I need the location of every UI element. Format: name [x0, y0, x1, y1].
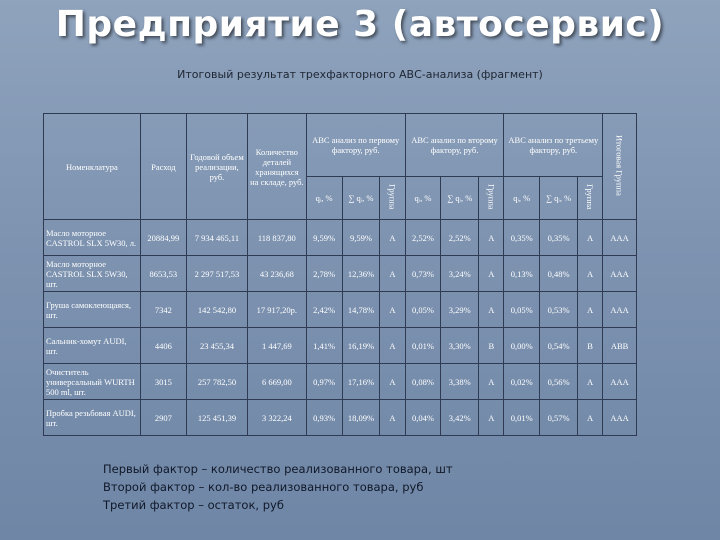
cell-f2-group: A — [479, 400, 504, 436]
cell-name: Масло моторное CASTROL SLX 5W30, л. — [44, 220, 141, 256]
table-row — [44, 256, 637, 292]
factor3-header: АВС анализ по третьему фактору, руб. — [504, 114, 603, 177]
table-body — [44, 220, 637, 436]
cell-final-group: AAA — [603, 400, 637, 436]
factor-notes — [103, 460, 453, 514]
cell-f3-sum: 0,53% — [540, 292, 578, 328]
cell-expense: 7342 — [140, 292, 186, 328]
cell-f1-q: 0,93% — [306, 400, 342, 436]
factor1-header: АВС анализ по первому фактору, руб. — [306, 114, 405, 177]
table-row — [44, 328, 637, 364]
slide-title: Предприятие 3 (автосервис) — [55, 4, 665, 45]
cell-f2-q: 2,52% — [405, 220, 441, 256]
cell-expense: 2907 — [140, 400, 186, 436]
cell-f2-group: A — [479, 220, 504, 256]
cell-f2-sum: 3,30% — [441, 328, 479, 364]
cell-f1-group: A — [380, 400, 405, 436]
cell-name: Сальник-хомут AUDI, шт. — [44, 328, 141, 364]
cell-f3-sum: 0,57% — [540, 400, 578, 436]
cell-f1-group: A — [380, 292, 405, 328]
note-line: Второй фактор – кол-во реализованного товара, руб — [103, 480, 424, 494]
f2-group-header — [479, 177, 504, 220]
cell-f1-q: 1,41% — [306, 328, 342, 364]
f3-group-header — [578, 177, 603, 220]
cell-f3-q: 0,35% — [504, 220, 540, 256]
cell-f2-q: 0,05% — [405, 292, 441, 328]
cell-stock: 3 322,24 — [247, 400, 306, 436]
final-group-label: Итоговая Группа — [614, 135, 625, 196]
cell-f1-sum: 14,78% — [342, 292, 380, 328]
cell-stock: 17 917,20р. — [247, 292, 306, 328]
cell-final-group: AAA — [603, 292, 637, 328]
cell-f3-sum: 0,48% — [540, 256, 578, 292]
cell-f2-sum: 3,38% — [441, 364, 479, 400]
cell-f3-sum: 0,56% — [540, 364, 578, 400]
cell-f3-group: B — [578, 328, 603, 364]
cell-f2-sum: 3,24% — [441, 256, 479, 292]
cell-name: Пробка резьбовая AUDI, шт. — [44, 400, 141, 436]
cell-f3-group: A — [578, 292, 603, 328]
cell-stock: 118 837,80 — [247, 220, 306, 256]
cell-f2-sum: 3,42% — [441, 400, 479, 436]
cell-f1-q: 9,59% — [306, 220, 342, 256]
cell-f2-sum: 2,52% — [441, 220, 479, 256]
cell-f2-q: 0,08% — [405, 364, 441, 400]
cell-volume: 2 297 517,53 — [186, 256, 247, 292]
cell-expense: 20884,99 — [140, 220, 186, 256]
f1-group-header — [380, 177, 405, 220]
f2-q-header: qᵢ, % — [405, 177, 441, 220]
col-stock-header: Количество деталей хранящихся на складе, руб. — [247, 114, 306, 220]
f1-group-label: Группа — [387, 184, 398, 210]
cell-f1-sum: 17,16% — [342, 364, 380, 400]
cell-name: Очиститель универсальный WURTH 500 ml, шт. — [44, 364, 141, 400]
cell-f1-sum: 16,19% — [342, 328, 380, 364]
f1-sum-header: ∑ qᵢ, % — [342, 177, 380, 220]
cell-final-group: AAA — [603, 364, 637, 400]
cell-f3-q: 0,05% — [504, 292, 540, 328]
cell-volume: 257 782,50 — [186, 364, 247, 400]
f1-q-header: qᵢ, % — [306, 177, 342, 220]
cell-volume: 23 455,34 — [186, 328, 247, 364]
cell-f1-q: 2,78% — [306, 256, 342, 292]
table-row — [44, 220, 637, 256]
header-row — [44, 114, 637, 177]
cell-f2-q: 0,04% — [405, 400, 441, 436]
cell-final-group: AAA — [603, 220, 637, 256]
cell-f3-group: A — [578, 400, 603, 436]
cell-stock: 43 236,68 — [247, 256, 306, 292]
cell-f3-q: 0,13% — [504, 256, 540, 292]
note-line: Первый фактор – количество реализованного товара, шт — [103, 462, 453, 476]
table-caption: Итоговый результат трехфакторного АВС-анализа (фрагмент) — [177, 68, 543, 81]
cell-f1-sum: 12,36% — [342, 256, 380, 292]
cell-name: Масло моторное CASTROL SLX 5W30, шт. — [44, 256, 141, 292]
cell-stock: 1 447,69 — [247, 328, 306, 364]
note-line: Третий фактор – остаток, руб — [103, 498, 284, 512]
f3-q-header: qᵢ, % — [504, 177, 540, 220]
cell-f1-q: 0,97% — [306, 364, 342, 400]
col-expense-header: Расход — [140, 114, 186, 220]
cell-f3-q: 0,01% — [504, 400, 540, 436]
table-row — [44, 400, 637, 436]
cell-final-group: ABB — [603, 328, 637, 364]
cell-f2-sum: 3,29% — [441, 292, 479, 328]
cell-f2-group: A — [479, 256, 504, 292]
f3-sum-header: ∑ qᵢ, % — [540, 177, 578, 220]
cell-expense: 8653,53 — [140, 256, 186, 292]
cell-f1-group: A — [380, 220, 405, 256]
cell-f3-sum: 0,54% — [540, 328, 578, 364]
cell-f3-q: 0,00% — [504, 328, 540, 364]
table-row — [44, 364, 637, 400]
f2-sum-header: ∑ qᵢ, % — [441, 177, 479, 220]
cell-f2-group: B — [479, 328, 504, 364]
cell-final-group: AAA — [603, 256, 637, 292]
abc-analysis-table — [43, 113, 637, 436]
cell-f1-group: A — [380, 364, 405, 400]
cell-f2-q: 0,73% — [405, 256, 441, 292]
cell-f3-sum: 0,35% — [540, 220, 578, 256]
cell-expense: 3015 — [140, 364, 186, 400]
cell-expense: 4406 — [140, 328, 186, 364]
cell-f3-group: A — [578, 364, 603, 400]
cell-f1-group: A — [380, 328, 405, 364]
cell-f3-group: A — [578, 256, 603, 292]
cell-f3-group: A — [578, 220, 603, 256]
col-volume-header: Годовой объем реализации, руб. — [186, 114, 247, 220]
cell-f3-q: 0,02% — [504, 364, 540, 400]
abc-table-container — [43, 113, 637, 445]
cell-f2-group: A — [479, 292, 504, 328]
cell-f1-sum: 18,09% — [342, 400, 380, 436]
cell-f2-q: 0,01% — [405, 328, 441, 364]
f3-group-label: Группа — [585, 184, 596, 210]
factor2-header: АВС анализ по второму фактору, руб. — [405, 114, 504, 177]
cell-f1-group: A — [380, 256, 405, 292]
cell-f1-q: 2,42% — [306, 292, 342, 328]
cell-stock: 6 669,00 — [247, 364, 306, 400]
cell-volume: 125 451,39 — [186, 400, 247, 436]
table-row — [44, 292, 637, 328]
cell-f2-group: A — [479, 364, 504, 400]
col-nomenclature-header: Номенклатура — [44, 114, 141, 220]
f2-group-label: Группа — [486, 184, 497, 210]
cell-f1-sum: 9,59% — [342, 220, 380, 256]
cell-name: Груша самоклеющаяся, шт. — [44, 292, 141, 328]
final-group-header — [603, 114, 637, 220]
cell-volume: 142 542,80 — [186, 292, 247, 328]
cell-volume: 7 934 465,11 — [186, 220, 247, 256]
